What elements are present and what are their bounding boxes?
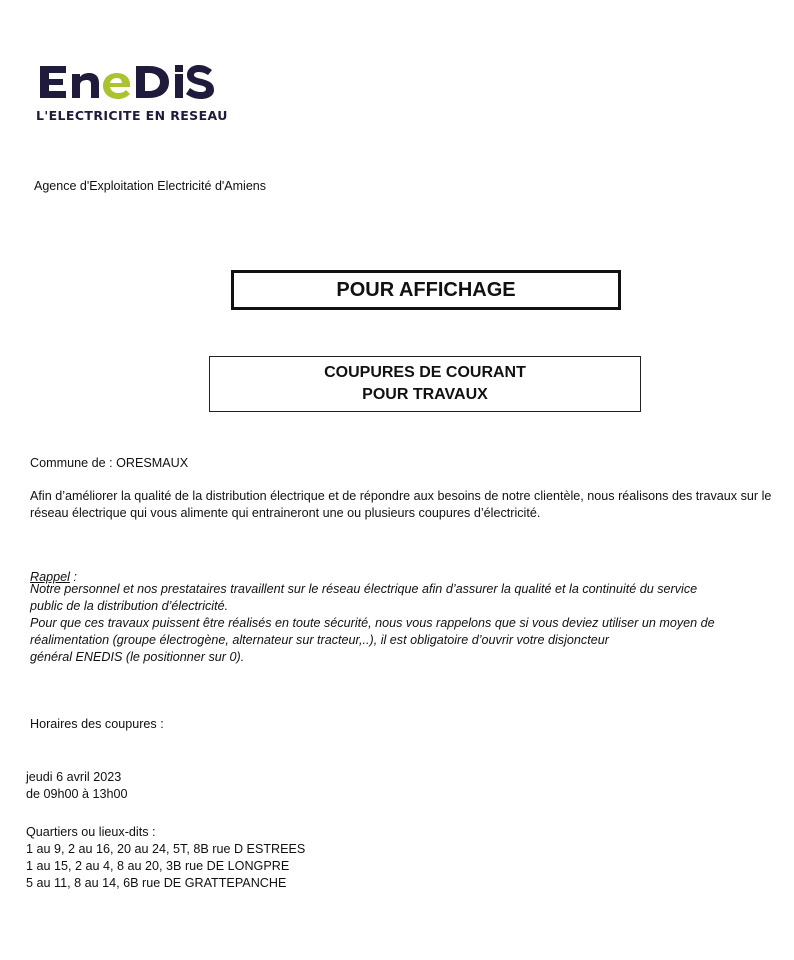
enedis-wordmark [36,60,236,104]
rappel-line-1: Notre personnel et nos prestataires travaillent sur le réseau électrique afin d’assurer la qualité et la continuité du service [30,582,698,596]
notice-title-line-2: POUR TRAVAUX [362,386,488,403]
location-item: 5 au 11, 8 au 14, 6B rue DE GRATTEPANCHE [26,876,287,890]
agency-name: Agence d'Exploitation Electricité d'Amiens [34,179,266,193]
locations-label: Quartiers ou lieux-dits : [26,825,156,839]
rappel-line-4: réalimentation (groupe électrogène, alternateur sur tracteur,..), il est obligatoire d’ouvrir votre disjoncteur [30,633,609,647]
rappel-line-2: public de la distribution d’électricité. [30,599,229,613]
rappel-line-5: général ENEDIS (le positionner sur 0). [30,650,245,664]
commune-line: Commune de : ORESMAUX [30,456,189,470]
notice-title-line-1: COUPURES DE COURANT [324,364,526,381]
locations-block [26,824,305,892]
hours-label: Horaires des coupures : [30,717,164,731]
rappel-colon: : [69,570,77,584]
location-item: 1 au 9, 2 au 16, 20 au 24, 5T, 8B rue D ESTREES [26,842,306,856]
logo-tagline: L'ELECTRICITE EN RESEAU [36,108,228,123]
rappel-label: Rappel [30,570,70,584]
rappel-body [30,581,775,666]
rappel-line-3: Pour que ces travaux puissent être réalisés en toute sécurité, nous vous rappelons que si vous deviez utiliser un moyen de [30,616,715,630]
enedis-logo [36,60,246,123]
outage-time: de 09h00 à 13h00 [26,787,128,801]
outage-schedule [26,769,128,803]
posting-banner: POUR AFFICHAGE [231,270,621,310]
location-item: 1 au 15, 2 au 4, 8 au 20, 3B rue DE LONGPRE [26,859,290,873]
notice-title-box [209,356,641,412]
outage-date: jeudi 6 avril 2023 [26,770,122,784]
intro-paragraph: Afin d’améliorer la qualité de la distribution électrique et de répondre aux besoins de notre clientèle, nous réalisons des travaux sur le réseau électrique qui vous alimente qui entraineront une ou plusieurs coupures d’électricité. [30,489,772,520]
